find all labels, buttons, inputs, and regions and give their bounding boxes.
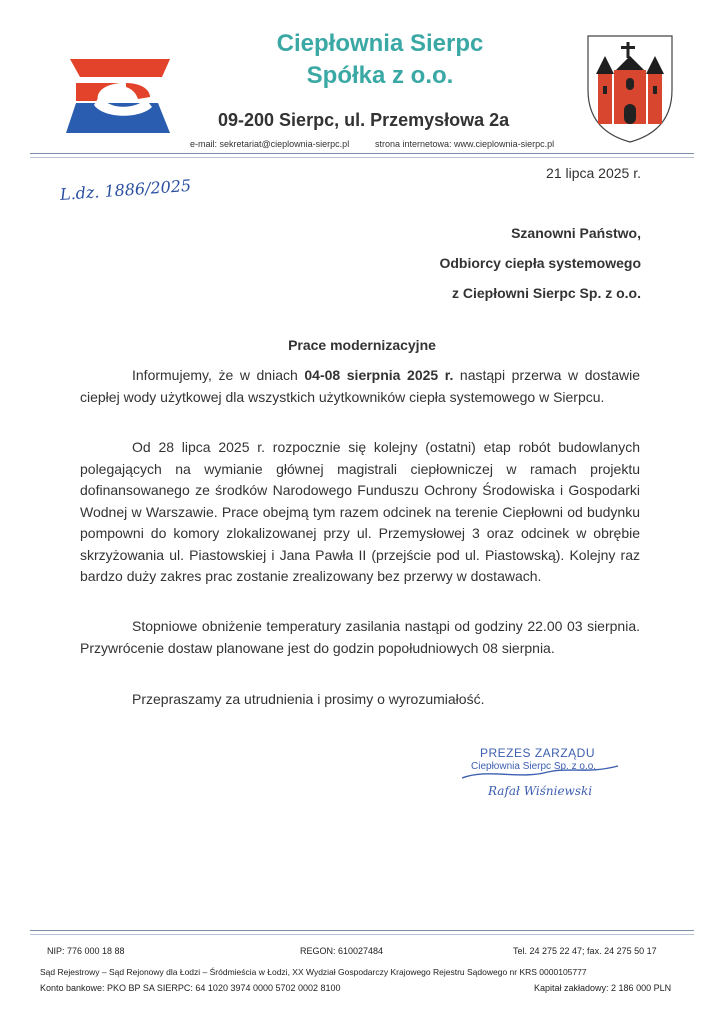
handwritten-signature bbox=[458, 760, 628, 784]
footer-bank: Konto bankowe: PKO BP SA SIERPC: 64 1020 3974 0000 5702 0002 8100 bbox=[40, 983, 341, 993]
signature-title: PREZES ZARZĄDU bbox=[480, 746, 596, 760]
body-paragraph-3: Stopniowe obniżenie temperatury zasilania nastąpi od godziny 22.00 03 sierpnia. Przywrócenie dostaw planowane jest do godzin popołudniowych 08 sierpnia. bbox=[80, 618, 640, 656]
header-divider bbox=[30, 153, 694, 154]
header-divider-secondary bbox=[30, 157, 694, 158]
greeting: Szanowni Państwo, bbox=[511, 225, 641, 241]
letter-subject: Prace modernizacyjne bbox=[288, 337, 436, 353]
company-name-line1: Ciepłownia Sierpc bbox=[276, 30, 484, 57]
company-email: e-mail: sekretariat@cieplownia-sierpc.pl bbox=[190, 139, 350, 149]
footer-phone: Tel. 24 275 22 47; fax. 24 275 50 17 bbox=[513, 946, 657, 956]
body-paragraph-1 bbox=[80, 365, 640, 408]
body-paragraph-2: Od 28 lipca 2025 r. rozpocznie się kolejny (ostatni) etap robót budowlanych polegających na wymianie głównej magistrali ciepłowniczej w ramach projektu dofinansowanego ze środków Narodowego Funduszu Ochrony Środowiska i Gospodarki Wodnej w Warszawie. Prace obejmą tym razem odcinek na terenie Ciepłowni od budynku pompowni do komory zlokalizowanej przy ul. Przemysłowej 3 oraz odcinek w obrębie skrzyżowania ul. Piastowskiej i Jana Pawła II (przejście pod ul. Piastowską). Kolejny raz bardzo duży zakres prac zostanie zrealizowany bez przerwy w dostawach. bbox=[80, 439, 640, 584]
footer-capital: Kapitał zakładowy: 2 186 000 PLN bbox=[534, 983, 672, 993]
footer-regon: REGON: 610027484 bbox=[300, 946, 384, 956]
registry-number: L.dz. 1886/2025 bbox=[59, 175, 192, 204]
company-name-line2: Spółka z o.o. bbox=[306, 62, 454, 89]
company-address: 09-200 Sierpc, ul. Przemysłowa 2a bbox=[218, 110, 510, 130]
addressee-line: Odbiorcy ciepła systemowego bbox=[439, 255, 641, 271]
footer-divider-secondary bbox=[30, 934, 694, 935]
addressee-company: z Ciepłowni Sierpc Sp. z o.o. bbox=[451, 285, 641, 301]
body-paragraph-4: Przepraszamy za utrudnienia i prosimy o wyrozumiałość. bbox=[132, 691, 485, 707]
p1-rest: nastąpi przerwa w dostawie ciepłej wody użytkowej dla wszystkich użytkowników ciepła systemowego w Sierpcu. bbox=[80, 367, 640, 405]
company-website: strona internetowa: www.cieplownia-sierpc.pl bbox=[375, 139, 555, 149]
company-logo bbox=[60, 55, 172, 137]
signature-company: Ciepłownia Sierpc Sp. z o.o. bbox=[471, 761, 597, 772]
footer-nip: NIP: 776 000 18 88 bbox=[47, 946, 125, 956]
p1-dates: 04-08 sierpnia 2025 r. bbox=[304, 367, 454, 383]
letter-date: 21 lipca 2025 r. bbox=[546, 165, 641, 181]
footer-court: Sąd Rejestrowy – Sąd Rejonowy dla Łodzi – Śródmieścia w Łodzi, XX Wydział Gospodarczy Krajowego Rejestru Sądowego nr KRS 0000105777 bbox=[40, 967, 587, 977]
p1-intro: Informujemy, że w dniach bbox=[132, 367, 305, 383]
sierpc-coat-of-arms bbox=[582, 30, 678, 146]
footer-divider bbox=[30, 930, 694, 931]
signature-name: Rafał Wiśniewski bbox=[488, 784, 593, 798]
